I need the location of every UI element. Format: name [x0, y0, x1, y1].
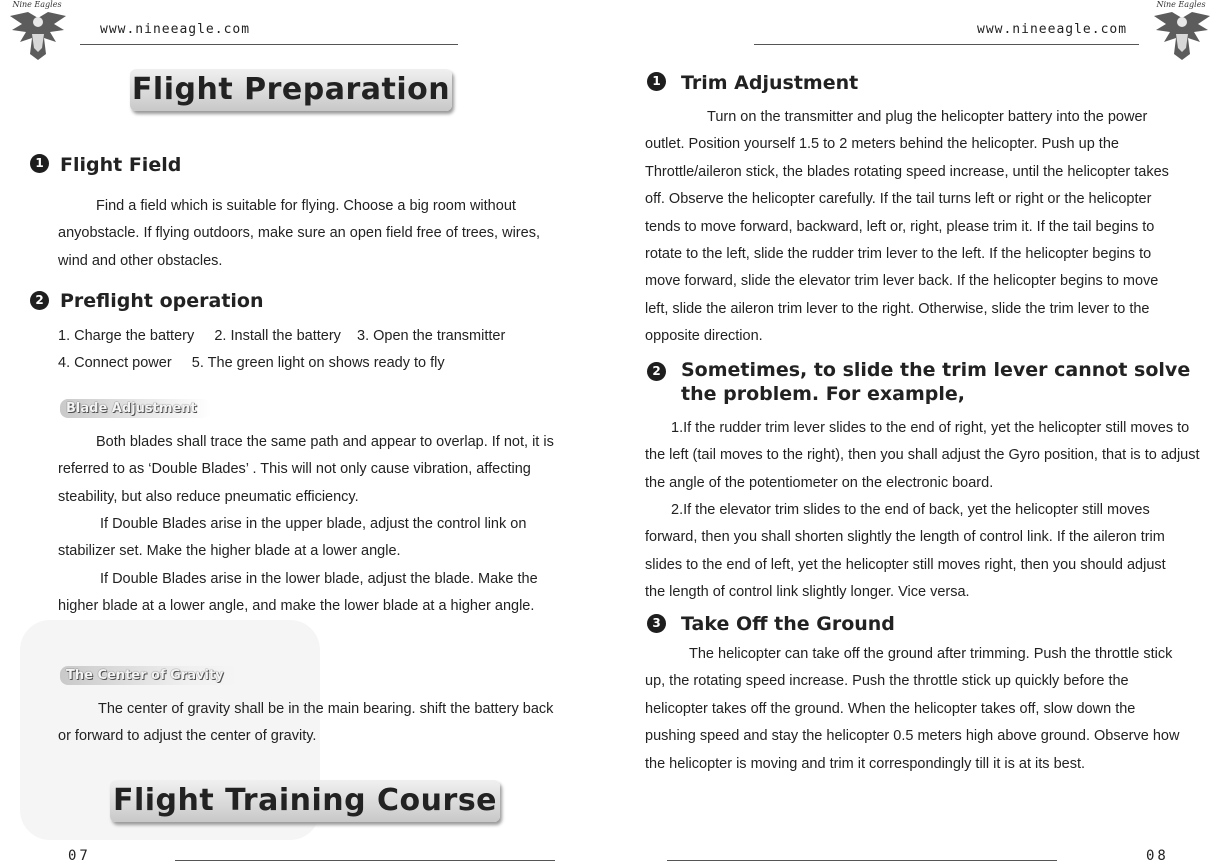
trim-problem-paragraph-1: 1.If the rudder trim lever slides to the end of right, yet the helicopter still moves to the left (tail moves to the right), then you shall adjust the Gyro position, that is to adjust the angle of the potentiometer on the electronic board. [645, 420, 1200, 491]
eagle-icon [8, 8, 68, 64]
section-number: 2 [30, 291, 49, 310]
section-number: 1 [647, 72, 666, 91]
eagle-icon [1152, 8, 1212, 64]
footer-rule [175, 860, 555, 861]
section-heading-flight-field: Flight Field [60, 154, 182, 176]
section-number: 2 [647, 362, 666, 381]
preflight-steps-line2: 4. Connect power 5. The green light on shows ready to fly [58, 355, 445, 371]
gravity-text: The center of gravity shall be in the main bearing. shift the battery back or forward to adjust the center of gravity. [58, 701, 554, 745]
page-title: Flight Preparation [130, 69, 452, 111]
section-heading-take-off: Take Off the Ground [681, 613, 895, 635]
section-heading-preflight: Preflight operation [60, 290, 264, 312]
flight-field-text: Find a field which is suitable for flying. Choose a big room without anyobstacle. If flying outdoors, make sure an open field free of trees, wires, wind and other obstacles. [58, 198, 540, 269]
course-title: Flight Training Course [110, 780, 500, 822]
center-of-gravity-label: The Center of Gravity [60, 666, 238, 685]
blade-paragraph-2: If Double Blades arise in the upper blade, adjust the control link on stabilizer set. Make the higher blade at a lower angle. [58, 516, 527, 560]
right-page [609, 0, 1218, 866]
footer-rule [667, 860, 1057, 861]
trim-problem-paragraph-2: 2.If the elevator trim slides to the end of back, yet the helicopter still moves forward, then you shall shorten slightly the length of control link. If the aileron trim slides to the end of left, yet the helicopter still moves right, then you should adjust the length of control link slightly longer. Vice versa. [645, 502, 1166, 601]
take-off-text: The helicopter can take off the ground after trimming. Push the throttle stick up, the rotating speed increase. Push the throttle stick up quickly before the helicopter takes off the ground. When the helicopter takes off, slow down the pushing speed and stay the helicopter 0.5 meters high above ground. Observe how the helicopter is moving and trim it correspondingly till it is at its best. [645, 646, 1180, 772]
page-number: 08 [1146, 848, 1169, 864]
section-heading-trim-problem-line1: Sometimes, to slide the trim lever cannot solve [681, 359, 1191, 381]
blade-adjustment-label: Blade Adjustment [60, 399, 211, 418]
page-number: 07 [68, 848, 91, 864]
trim-text: Turn on the transmitter and plug the helicopter battery into the power outlet. Position yourself 1.5 to 2 meters behind the helicopter. Push up the Throttle/aileron stick, the blades rotating speed increase, until the helicopter takes off. Observe the helicopter carefully. If the tail turns left or right or the helicopter tends to move forward, backward, left or, right, please trim it. If the tail begins to rotate to the left, slide the rudder trim lever to the left. If the helicopter begins to move forward, slide the elevator trim lever back. If the helicopter begins to move left, slide the aileron trim lever to the right. Otherwise, slide the trim lever to the opposite direction. [645, 109, 1169, 345]
section-heading-trim-problem-line2: the problem. For example, [681, 383, 965, 405]
preflight-steps-line1: 1. Charge the battery 2. Install the battery 3. Open the transmitter [58, 328, 506, 344]
site-url: www.nineeagle.com [977, 22, 1128, 37]
logo-wordmark: Nine Eagles [12, 0, 62, 9]
nine-eagles-logo [1146, 0, 1216, 66]
header-rule [754, 44, 1139, 45]
section-number: 1 [30, 154, 49, 173]
header-rule [80, 44, 458, 45]
logo-wordmark: Nine Eagles [1156, 0, 1206, 9]
blade-paragraph-1: Both blades shall trace the same path and appear to overlap. If not, it is referred to as ‘Double Blades’ . This will not only cause vibration, affecting steability, but also reduce pneumatic efficiency. [58, 434, 554, 505]
section-number: 3 [647, 614, 666, 633]
section-heading-trim: Trim Adjustment [681, 72, 859, 94]
blade-paragraph-3: If Double Blades arise in the lower blade, adjust the blade. Make the higher blade at a lower angle, and make the lower blade at a higher angle. [58, 571, 538, 615]
site-url: www.nineeagle.com [100, 22, 251, 37]
nine-eagles-logo [2, 0, 72, 66]
